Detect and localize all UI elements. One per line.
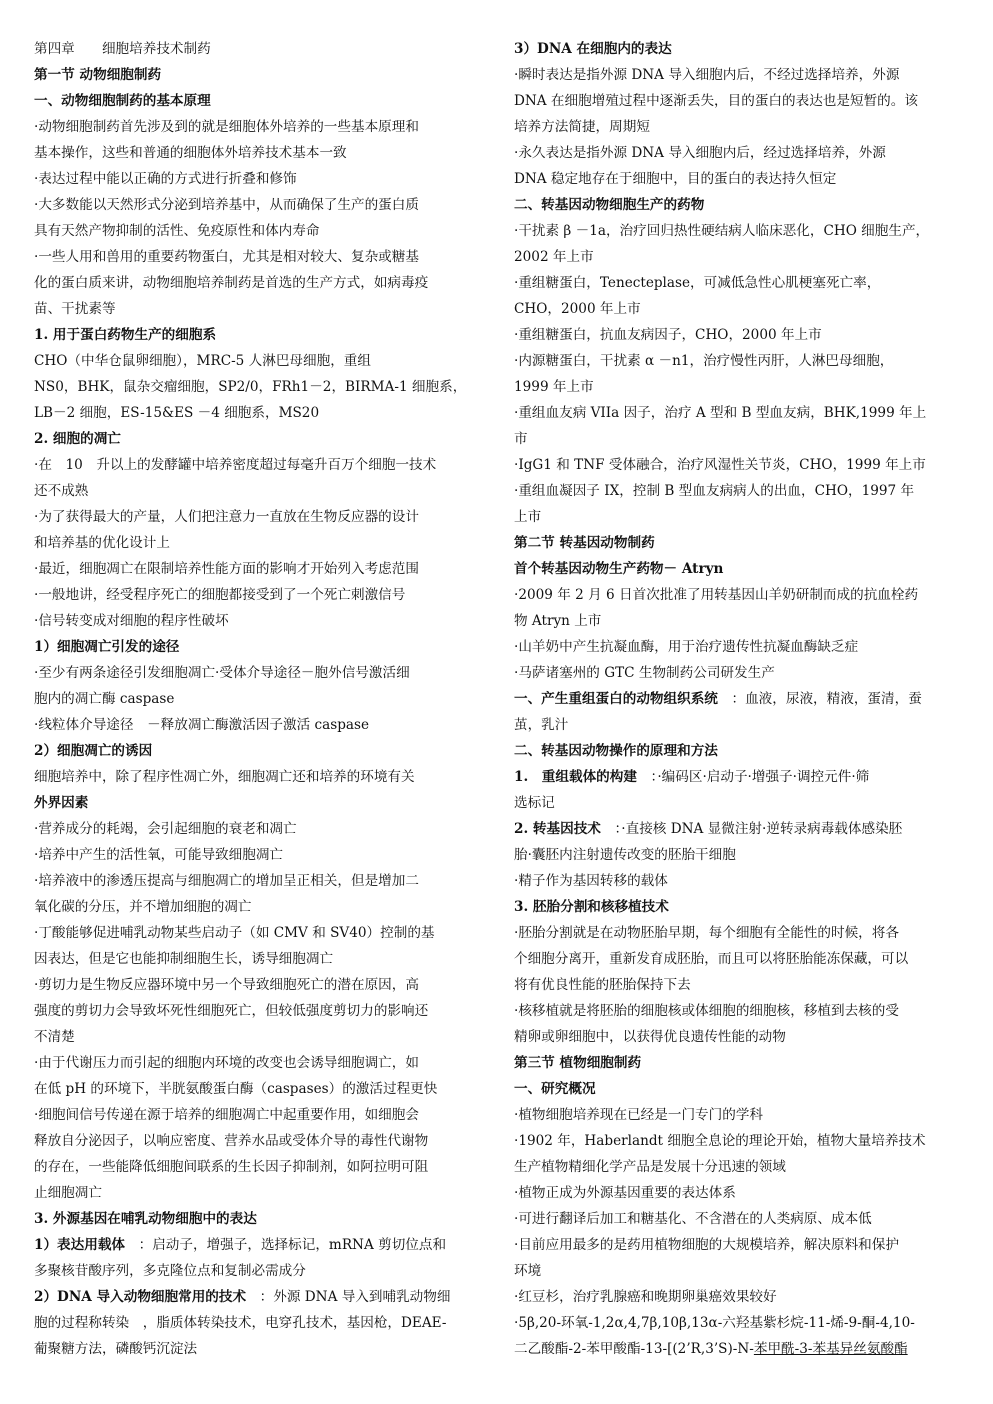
text-line [514,686,966,712]
text-line: ·2009 年 2 月 6 日首次批准了用转基因山羊奶研制而成的抗血栓药 [514,587,919,603]
text-line: 在低 pH 的环境下，半胱氨酸蛋白酶（caspases）的激活过程更快 [34,1081,438,1097]
section-heading: 1. 用于蛋白药物生产的细胞系 [34,327,217,343]
text-line [514,764,966,790]
text-line: DNA 在细胞增殖过程中逐渐丢失，目的蛋白的表达也是短暂的。该 [514,93,918,109]
section-heading: 3. 外源基因在哺乳动物细胞中的表达 [34,1211,257,1227]
inline-heading: 1）表达用载体 [34,1237,126,1253]
text-line: ·培养液中的渗透压提高与细胞凋亡的增加呈正相关，但是增加二 [34,873,419,889]
text-line: ·精子作为基因转移的载体 [514,873,668,889]
text-line: 具有天然产物抑制的活性、免疫原性和体内寿命 [34,223,320,239]
section-heading: 二、转基因动物细胞生产的药物 [514,197,705,213]
text-line: ·干扰素 β －1a，治疗回归热性硬结病人临床恶化，CHO 细胞生产， [514,223,930,239]
section-heading: 1）细胞凋亡引发的途径 [34,639,180,655]
text-line: ·植物正成为外源基因重要的表达体系 [514,1185,736,1201]
text-line: 2002 年上市 [514,249,594,265]
inline-text: ：外源 DNA 导入到哺乳动物细 [246,1289,451,1305]
text-line: ·为了获得最大的产量，人们把注意力一直放在生物反应器的设计 [34,509,419,525]
text-line: 还不成熟 [34,483,89,499]
inline-text: 苯甲酰-3-苯基异丝氨酸酯 [753,1341,908,1357]
inline-text: ：启动子，增强子，选择标记，mRNA 剪切位点和 [125,1237,447,1253]
text-line: 释放自分泌因子，以响应密度、营养水品或受体介导的毒性代谢物 [34,1133,429,1149]
section-heading: 2）细胞凋亡的诱因 [34,743,153,759]
inline-text: ：血液，尿液，精液，蛋清，蚕 [717,691,922,707]
text-line: 氧化碳的分压，并不增加细胞的凋亡 [34,899,252,915]
text-line: 和培养基的优化设计上 [34,535,170,551]
section-heading: 首个转基因动物生产药物－ Atryn [514,561,724,577]
text-line: ·在 10 升以上的发酵罐中培养密度超过每毫升百万个细胞一技术 [34,457,437,473]
text-line: 物 Atryn 上市 [514,613,602,629]
text-line: 胞的过程称转染 ，脂质体转染技术，电穿孔技术，基因枪，DEAE- [34,1315,447,1331]
text-line: 生产植物精细化学产品是发展十分迅速的领域 [514,1159,786,1175]
inline-heading: 2. 转基因技术 [514,821,601,837]
text-line: ·马萨诸塞州的 GTC 生物制药公司研发生产 [514,665,775,681]
text-line [34,1232,484,1258]
text-line: 苗、干扰素等 [34,301,116,317]
text-line: ·目前应用最多的是药用植物细胞的大规模培养，解决原料和保护 [514,1237,899,1253]
text-line: ·重组糖蛋白，抗血友病因子，CHO，2000 年上市 [514,327,822,343]
text-line: ·剪切力是生物反应器环境中另一个导致细胞死亡的潜在原因，高 [34,977,419,993]
text-line: ·IgG1 和 TNF 受体融合，治疗风湿性关节炎，CHO，1999 年上市 [514,457,926,473]
inline-heading: 2）DNA 导入动物细胞常用的技术 [34,1289,247,1305]
inline-text: ：·直接核 DNA 显微注射·逆转录病毒载体感染胚 [600,821,903,837]
text-line: ·大多数能以天然形式分泌到培养基中，从而确保了生产的蛋白质 [34,197,419,213]
text-line: CHO（中华仓鼠卵细胞），MRC-5 人淋巴母细胞，重组 [34,353,371,369]
inline-text: 二乙酸酯-2-苯甲酸酯-13-[(2’R,3’S)-N- [514,1341,754,1357]
text-line: 茧，乳汁 [514,717,569,733]
text-line: ·山羊奶中产生抗凝血酶，用于治疗遗传性抗凝血酶缺乏症 [514,639,859,655]
text-line: ·一般地讲，经受程序死亡的细胞都接受到了一个死亡刺激信号 [34,587,406,603]
section-heading: 3）DNA 在细胞内的表达 [514,41,672,57]
text-line: ·由于代谢压力而引起的细胞内环境的改变也会诱导细胞调亡，如 [34,1055,419,1071]
text-line: CHO，2000 年上市 [514,301,641,317]
inline-heading: 一、产生重组蛋白的动物组织系统 [514,691,718,707]
section-heading: 第二节 转基因动物制药 [514,535,655,551]
text-line: ·信号转变成对细胞的程序性破坏 [34,613,229,629]
text-line: 基本操作，这些和普通的细胞体外培养技术基本一致 [34,145,347,161]
text-line: 的存在，一些能降低细胞间联系的生长因子抑制剂，如阿拉明可阻 [34,1159,429,1175]
inline-heading: 1. 重组载体的构建 [514,769,637,785]
text-line: ·动物细胞制药首先涉及到的就是细胞体外培养的一些基本原理和 [34,119,419,135]
text-line: ·1902 年，Haberlandt 细胞全息论的理论开始，植物大量培养技术 [514,1133,926,1149]
text-line: ·重组血友病 VIIa 因子，治疗 A 型和 B 型血友病，BHK,1999 年上 [514,405,927,421]
text-line [34,1284,484,1310]
text-line: ·红豆杉，治疗乳腺癌和晚期卵巢癌效果较好 [514,1289,777,1305]
text-line: ·植物细胞培养现在已经是一门专门的学科 [514,1107,764,1123]
text-line: ·营养成分的耗竭，会引起细胞的衰老和凋亡 [34,821,297,837]
text-line: DNA 稳定地存在于细胞中，目的蛋白的表达持久恒定 [514,171,837,187]
text-line: ·表达过程中能以正确的方式进行折叠和修饰 [34,171,297,187]
text-line: 因表达，但是它也能抑制细胞生长，诱导细胞凋亡 [34,951,334,967]
text-line: ·至少有两条途径引发细胞凋亡·受体介导途径－胞外信号激活细 [34,665,410,681]
text-line: 化的蛋白质来讲，动物细胞培养制药是首选的生产方式，如病毒疫 [34,275,429,291]
text-line: 葡聚糖方法，磷酸钙沉淀法 [34,1341,198,1357]
text-line: 细胞培养中，除了程序性凋亡外，细胞凋亡还和培养的环境有关 [34,769,415,785]
text-line: ·核移植就是将胚胎的细胞核或体细胞的细胞核，移植到去核的受 [514,1003,899,1019]
text-line: 环境 [514,1263,542,1279]
section-heading: 第三节 植物细胞制药 [514,1055,642,1071]
text-line: ·丁酸能够促进哺乳动物某些启动子（如 CMV 和 SV40）控制的基 [34,925,435,941]
text-line: 将有优良性能的胚胎保持下去 [514,977,691,993]
text-line: ·重组血凝因子 IX，控制 B 型血友病病人的出血，CHO，1997 年 [514,483,915,499]
text-line: 第四章 细胞培养技术制药 [34,41,211,57]
text-line: ·永久表达是指外源 DNA 导入细胞内后，经过选择培养，外源 [514,145,886,161]
text-line: 个细胞分离开，重新发育成胚胎，而且可以将胚胎能冻保藏，可以 [514,951,909,967]
text-line: LB－2 细胞，ES-15&ES －4 细胞系，MS20 [34,405,320,421]
text-line: ·细胞间信号传递在源于培养的细胞凋亡中起重要作用，如细胞会 [34,1107,419,1123]
section-heading: 2. 细胞的凋亡 [34,431,121,447]
text-line: 不清楚 [34,1029,75,1045]
text-line: ·胚胎分割就是在动物胚胎早期，每个细胞有全能性的时候，将各 [514,925,899,941]
text-line [514,1336,966,1362]
text-line: ·最近，细胞凋亡在限制培养性能方面的影响才开始列入考虑范围 [34,561,419,577]
inline-text: ：·编码区·启动子·增强子·调控元件·筛 [636,769,870,785]
text-line: 培养方法简捷，周期短 [514,119,650,135]
text-line: ·内源糖蛋白，干扰素 α －n1，治疗慢性丙肝，人淋巴母细胞， [514,353,894,369]
text-line: 精卵或卵细胞中，以获得优良遗传性能的动物 [514,1029,786,1045]
section-heading: 外界因素 [34,795,89,811]
section-heading: 第一节 动物细胞制药 [34,67,162,83]
text-line: 止细胞凋亡 [34,1185,102,1201]
text-line: ·可进行翻译后加工和糖基化、不含潜在的人类病原、成本低 [514,1211,872,1227]
text-line: ·瞬时表达是指外源 DNA 导入细胞内后，不经过选择培养，外源 [514,67,900,83]
text-line: ·重组糖蛋白，Tenecteplase，可减低急性心肌梗塞死亡率， [514,275,881,291]
section-heading: 3. 胚胎分割和核移植技术 [514,899,669,915]
text-line: ·培养中产生的活性氧，可能导致细胞凋亡 [34,847,284,863]
text-line: 上市 [514,509,542,525]
text-line: NS0，BHK，鼠杂交瘤细胞，SP2/0，FRh1－2，BIRMA-1 细胞系， [34,379,467,395]
text-line: 市 [514,431,528,447]
text-line: 选标记 [514,795,555,811]
text-line [514,816,966,842]
right-column [514,36,966,1362]
text-line: 强度的剪切力会导致坏死性细胞死亡，但较低强度剪切力的影响还 [34,1003,429,1019]
text-line: ·线粒体介导途径 －释放凋亡酶激活因子激活 caspase [34,717,370,733]
section-heading: 一、研究概况 [514,1081,596,1097]
text-line: 1999 年上市 [514,379,594,395]
text-line: 胞内的凋亡酶 caspase [34,691,175,707]
text-line: ·一些人用和兽用的重要药物蛋白，尤其是相对较大、复杂或糖基 [34,249,419,265]
section-heading: 二、转基因动物操作的原理和方法 [514,743,718,759]
left-column [34,36,484,1362]
text-line: ·5β,20-环氧-1,2α,4,7β,10β,13α-六羟基紫杉烷-11-烯-9-酮-4,10- [514,1315,915,1331]
text-line: 多聚核苷酸序列，多克隆位点和复制必需成分 [34,1263,306,1279]
text-line: 胎·囊胚内注射遗传改变的胚胎干细胞 [514,847,736,863]
section-heading: 一、动物细胞制药的基本原理 [34,93,211,109]
